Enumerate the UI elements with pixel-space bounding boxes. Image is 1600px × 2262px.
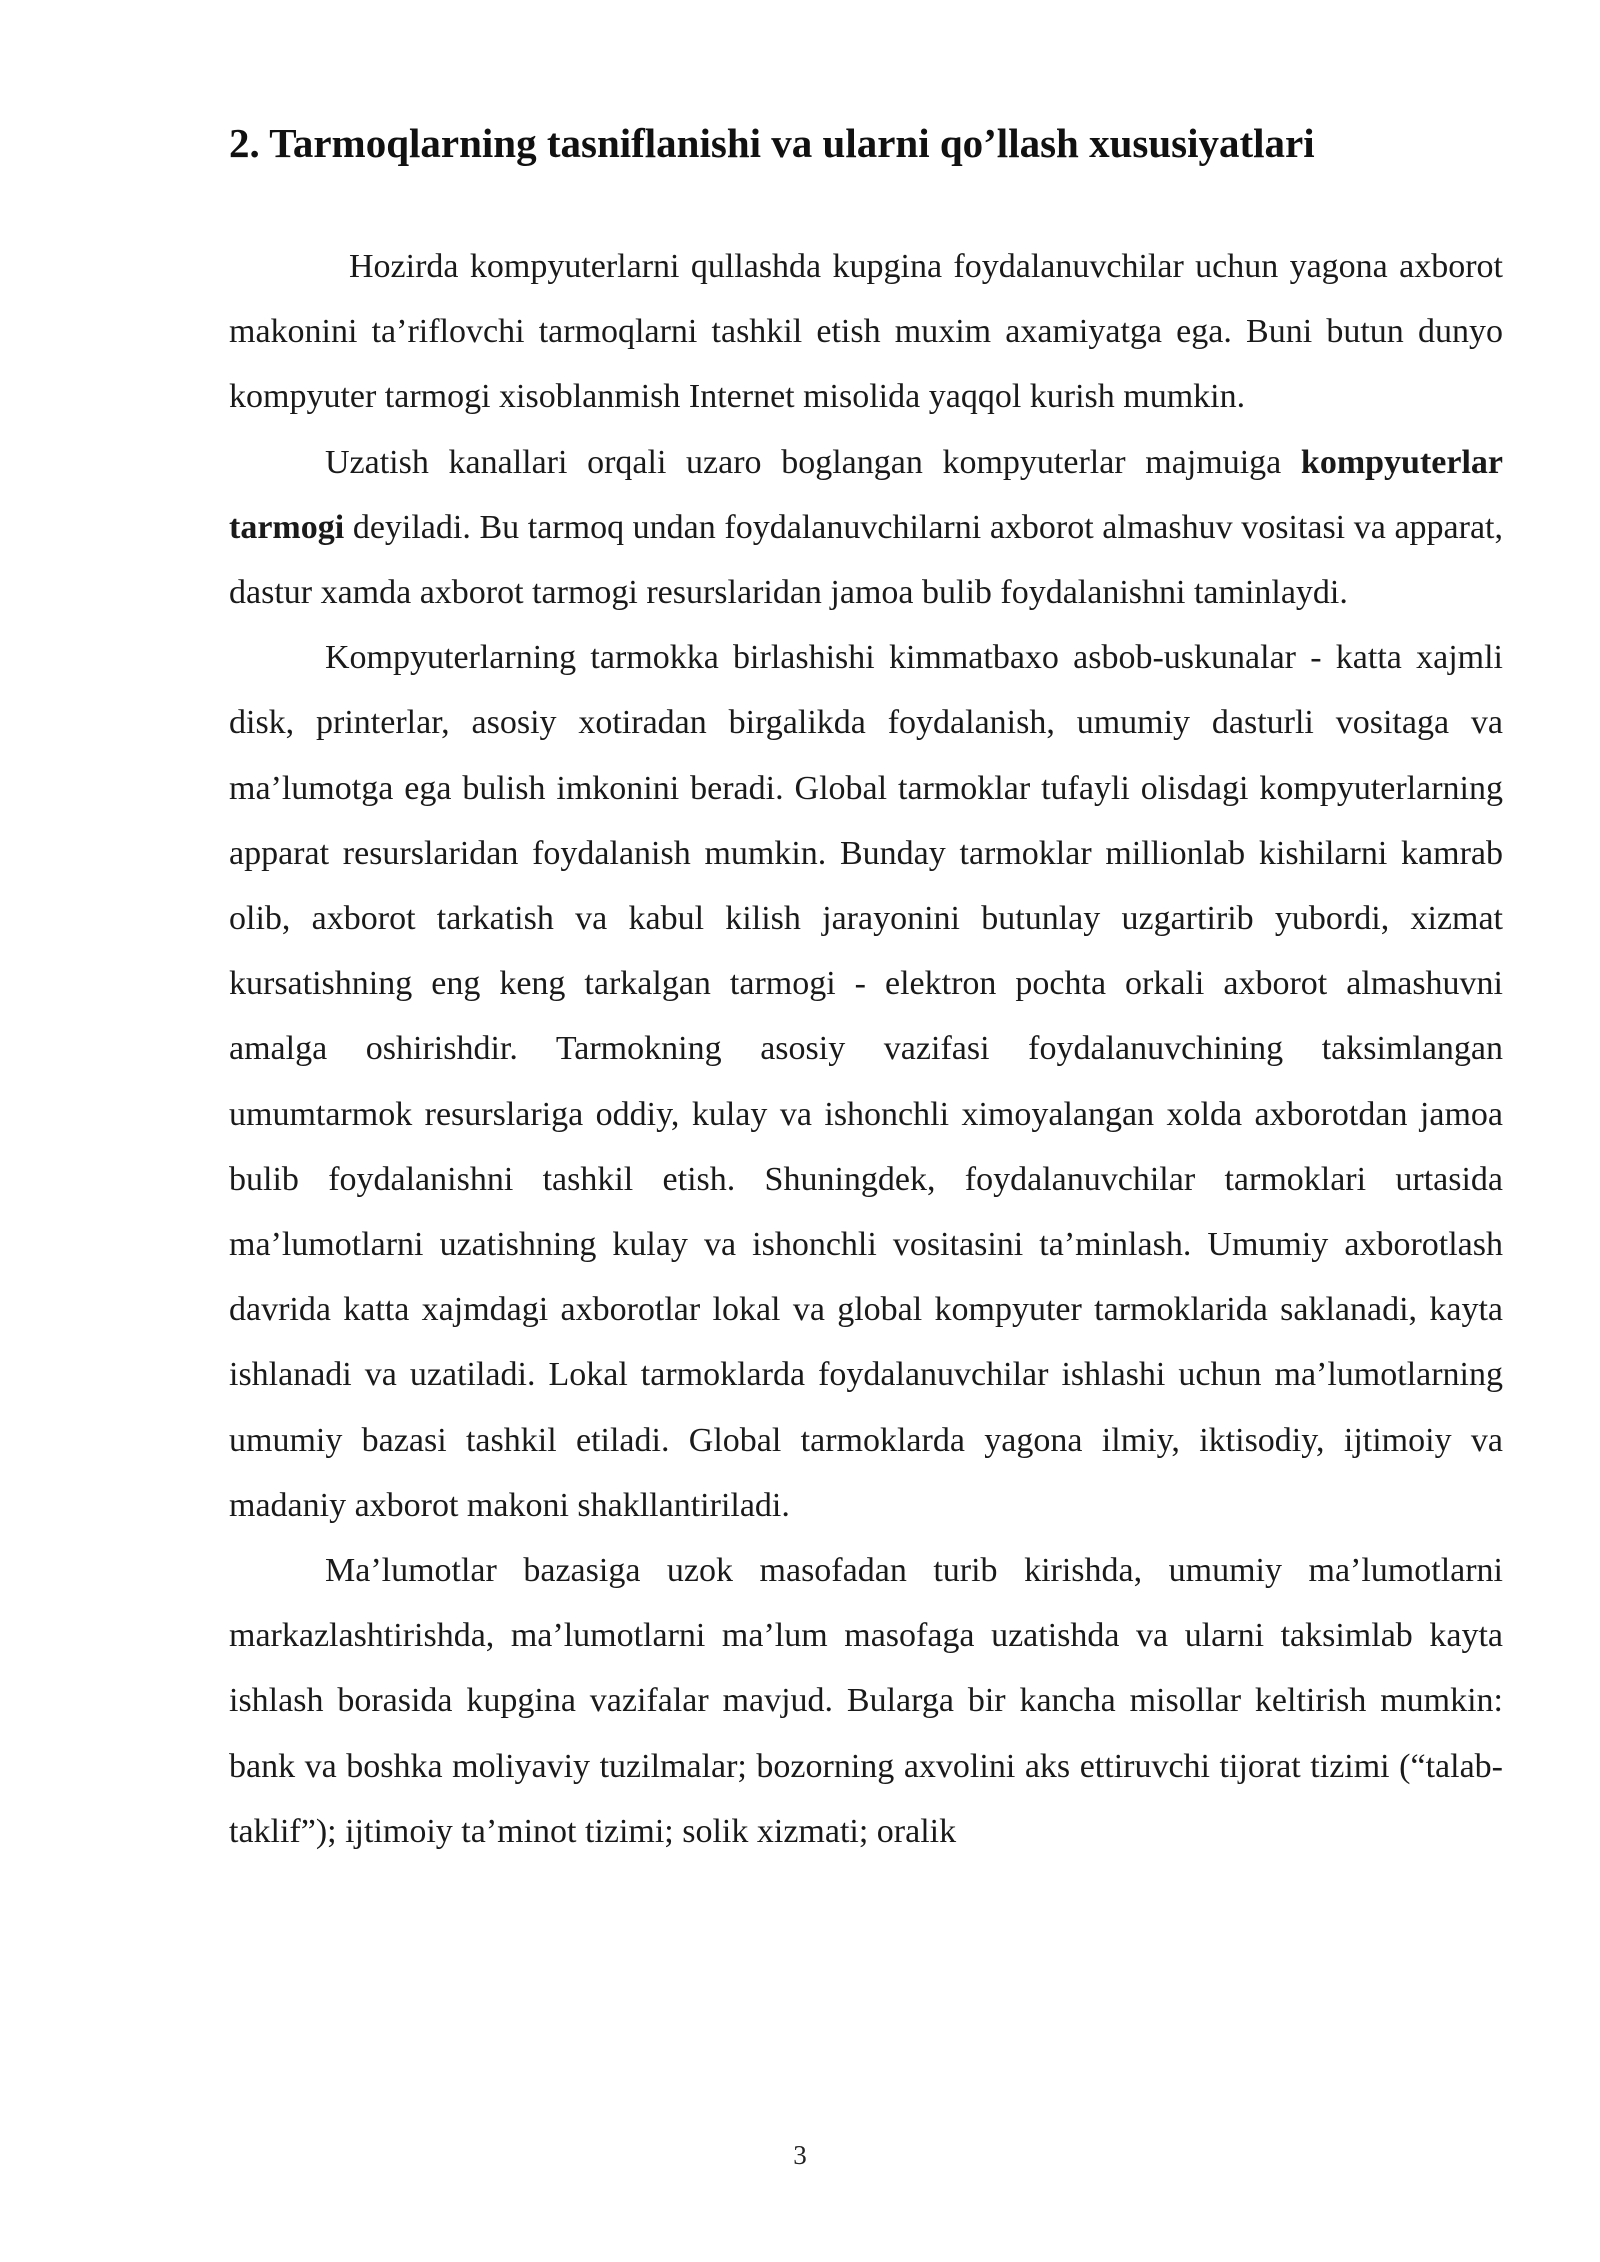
- paragraph-4: Ma’lumotlar bazasiga uzok masofadan turib kirishda, umumiy ma’lumotlarni markazlashtirishda, ma’lumotlarni ma’lum masofaga uzatishda va ularni taksimlab kayta ishlash borasida kupgina vazifalar mavjud. Bularga bir kancha misollar keltirish mumkin: bank va boshka moliyaviy tuzilmalar; bozorning axvolini aks ettiruvchi tijorat tizimi (“talab-taklif”); ijtimoiy ta’minot tizimi; solik xizmati; oralik: [229, 1552, 1503, 1850]
- page-content: [229, 114, 1503, 1864]
- paragraph-2-lead: Uzatish kanallari orqali uzaro boglangan kompyuterlar majmuiga: [325, 443, 1282, 481]
- paragraph-2-rest: deyiladi. Bu tarmoq undan foydalanuvchilarni axborot almashuv vositasi va apparat, dastur xamda axborot tarmogi resurslaridan jamoa bulib foydalanishni taminlaydi.: [229, 508, 1504, 612]
- page-number: 3: [793, 2140, 807, 2170]
- paragraph-3: Kompyuterlarning tarmokka birlashishi kimmatbaxo asbob-uskunalar - katta xajmli disk, printerlar, asosiy xotiradan birgalikda foydalanish, umumiy dasturli vositaga va ma’lumotga ega bulish imkonini beradi. Global tarmoklar tufayli olisdagi kompyuterlarning apparat resurslaridan foydalanish mumkin. Bunday tarmoklar millionlab kishilarni kamrab olib, axborot tarkatish va kabul kilish jarayonini butunlay uzgartirib yubordi, xizmat kursatishning eng keng tarkalgan tarmogi - elektron pochta orkali axborot almashuvni amalga oshirishdir. Tarmokning asosiy vazifasi foydalanuvchining taksimlangan umumtarmok resurslariga oddiy, kulay va ishonchli ximoyalangan xolda axborotdan jamoa bulib foydalanishni tashkil etish. Shuningdek, foydalanuvchilar tarmoklari urtasida ma’lumotlarni uzatishning kulay va ishonchli vositasini ta’minlash. Umumiy axborotlash davrida katta xajmdagi axborotlar lokal va global kompyuter tarmoklarida saklanadi, kayta ishlanadi va uzatiladi. Lokal tarmoklarda foydalanuvchilar ishlashi uchun ma’lumotlarning umumiy bazasi tashkil etiladi. Global tarmoklarda yagona ilmiy, iktisodiy, ijtimoiy va madaniy axborot makoni shakllantiriladi.: [229, 639, 1503, 1524]
- section-heading: 2. Tarmoqlarning tasniflanishi va ularni qo’llash xususiyatlari: [229, 120, 1315, 166]
- paragraph-2: [229, 430, 1503, 626]
- paragraph-1: Hozirda kompyuterlarni qullashda kupgina foydalanuvchilar uchun yagona axborot makonini ta’riflovchi tarmoqlarni tashkil etish muxim axamiyatga ega. Buni butun dunyo kompyuter tarmogi xisoblanmish Internet misolida yaqqol kurish mumkin.: [229, 248, 1503, 416]
- term-kompyuterlar-tarmogi: kompyuterlar tarmogi: [229, 443, 1503, 546]
